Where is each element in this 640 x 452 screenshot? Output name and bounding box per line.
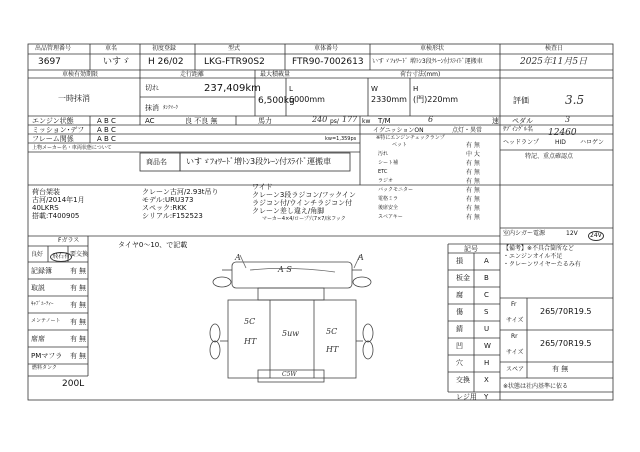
score-label: 評価 [513,96,529,105]
halogen-label: ハロゲン [580,139,604,146]
equipment-item-mark: 有 無 [466,205,480,212]
kire-label: 切れ [145,84,159,92]
horse-value: 240 [312,115,328,124]
equipment-item-label: ベット [392,142,408,148]
engine-label: エンジン状態 [32,117,74,125]
frame-label: フレーム関係 [32,135,74,143]
massho-label: 抹消 [145,104,159,112]
cigar-power-label: 室内シガー電源 [503,230,546,237]
legend-symbol: U [484,325,490,333]
spec-mid-2: モデル:URU373 [142,196,194,204]
fuel-label: 燃料タンク [32,365,57,371]
legend-label: 損 [456,257,463,265]
headlamp-label: ヘッドランプ [503,139,540,146]
hid-label: HID [555,139,566,146]
left-item-mark-yes: 有 [70,301,77,309]
diag-mark-a2: A [358,253,364,262]
score-value: 3.5 [565,93,585,107]
lot-number: 3697 [38,57,61,67]
equipment-item-mark: 有 無 [466,187,480,194]
diag-mark-ht-right: HT [326,345,339,354]
fglass-replace: 要交換 [70,251,89,258]
left-item-mark-no: 無 [79,284,86,292]
tank-mark-label: ﾀﾝｸﾏｰｸ [163,105,179,111]
rear-size-label: サイズ [506,349,524,356]
equipment-item-label: 後席安全 [378,205,399,211]
equipment-item-label: 汚れ [378,151,389,157]
legend-symbol: Y [484,393,489,401]
front-label: Fr [511,301,517,308]
hdr-date-label: 検査日 [545,45,564,52]
rear-label: Rr [511,333,518,340]
sub-row-label: ｻﾌﾞｲﾝｸﾞﾙ名 [503,126,534,133]
legend-symbol: B [484,274,489,282]
displacement-note: kw=1,359ps [325,136,357,142]
left-item-mark-yes: 有 [70,284,77,292]
diag-mark-as: A S [278,265,292,274]
diag-mark-5c-right: 5C [326,327,338,336]
front-size-label: サイズ [506,317,524,324]
hdr-shape-label: 車検形状 [420,45,445,52]
cigar-24v: 24V [590,232,602,239]
ac-label: AC [145,117,155,125]
legend-symbol: A [484,257,489,265]
legend-label: 錆 [456,325,463,333]
legend-label: 腐 [456,291,463,299]
dim-l-label: L [289,85,293,93]
equipment-item-label: 電格ミラ [378,196,399,202]
legend-label: 凹 [456,342,463,350]
rear-size: 265/70R19.5 [540,339,592,348]
legend-symbol: W [484,342,491,350]
maker-name: いすゞ [103,57,131,67]
dim-h-value: (門)220mm [413,95,459,104]
hdr-lot-label: 出品管理番号 [35,45,72,52]
spec-mid-1: クレーン古河/2.93t吊り [142,188,219,196]
left-item-mark-no: 無 [79,301,86,309]
equipment-item-label: バックモニター [378,187,414,193]
spare-label: スペア [506,366,525,373]
spec-left-title: 荷台架装 [32,188,60,196]
hdr-model-label: 型式 [228,45,241,52]
equipment-item-mark: 有 無 [466,178,480,185]
footer-note: ※状態は社内基準に依る [503,383,569,390]
cigar-12v: 12V [566,230,578,237]
dim-w-label: W [371,85,378,93]
front-size: 265/70R19.5 [540,307,592,316]
legend-label: 板金 [456,274,470,282]
equipment-item-label: スペアキー [378,214,403,220]
left-item-label: メンテノート [31,318,61,324]
model-code: LKG-FTR90S2 [204,57,265,67]
spec-right-2: クレーン3段ラジコン/フックイン [252,191,356,199]
sub-row-value: 12460 [548,128,577,138]
legend-symbol: S [484,308,489,316]
left-item-mark-no: 無 [79,335,86,343]
notes-title: 【備考】※不具合箇所など [503,245,575,252]
ignition-note: ※特にエンジンチェックランプ [376,135,445,141]
tm-unit: 速 [492,117,499,125]
dim-h-label: H [413,85,419,93]
hdr-name-label: 車名 [105,45,118,52]
left-item-mark-yes: 有 [70,335,77,343]
left-item-mark-no: 無 [79,352,86,360]
equipment-item-label: ETC [378,169,388,175]
diag-mark-ht-left: HT [244,337,257,346]
spec-right-3: ラジコン付/ウインチラジコン付 [252,199,353,207]
first-registration: H 26/02 [148,57,184,67]
left-item-label: PMマフラ [31,352,63,360]
tire-note: タイヤ0～10、で記載 [118,241,188,249]
legend-symbol: H [484,359,490,367]
legend-label: レジ用 [456,393,477,401]
vehicle-check-label: 車検有効期限 [62,71,99,78]
chassis-number: FTR90-7002613 [292,57,364,67]
upper-maker-note: 上物メーカー名・車両状態について [32,145,112,151]
ignition-title: イグニッションON [373,127,424,134]
fglass-good: 良好 [31,251,44,258]
fglass-chip: 飛石有 [52,253,71,260]
frame-abc: A B C [97,135,116,143]
spec-left-2: 40LKRS [32,204,59,212]
fuel-value: 200L [62,379,85,389]
equipment-item-label: シート補 [378,160,399,166]
spec-left-3: 搭載:T400905 [32,212,80,220]
equipment-item-mark: 有 無 [466,214,480,221]
legend-label: 傷 [456,308,463,316]
note-1: ・エンジンオイル不足 [503,253,563,260]
legend-symbol: C [484,291,489,299]
kw-unit: kw [362,118,371,125]
left-item-label: ｷｬﾌﾞﾕｰﾃｨｰ [31,301,54,307]
ac-options: 良 不良 無 [185,117,218,125]
equipment-item-mark: 有 無 [466,169,480,176]
horse-label: 馬力 [258,117,272,125]
engine-abc: A B C [97,117,116,125]
equipment-item-mark: 有 無 [466,160,480,167]
item-name-label: 商品名 [146,158,167,166]
left-item-mark-yes: 有 [70,352,77,360]
spec-right-4: クレーン差し違え/角脚 [252,207,325,215]
note-title: 特記、重点確認点 [525,153,574,160]
diag-mark-5c-left: 5C [244,317,256,326]
equipment-item-mark: 中 大 [466,151,480,158]
left-item-label: 取説 [31,284,45,292]
legend-title: 記号 [464,245,478,253]
spec-mid-4: シリアル:F152523 [142,212,203,220]
pedal-label: ペダル [512,117,533,125]
left-item-label: 席席 [31,335,45,343]
spec-mid-3: スペック:RKK [142,204,187,212]
ignition-options: 点灯・異常 [452,127,483,134]
body-shape: いすゞﾌｫﾜｰﾄﾞ 増ﾄﾝ3段ｸﾚｰﾝ付ｽﾗｲﾄﾞ運搬車 [372,58,483,65]
diag-mark-a1: A [235,253,241,262]
tm-value: 6 [428,115,434,124]
dim-w-value: 2330mm [371,95,407,104]
legend-label: 穴 [456,359,463,367]
left-item-mark-yes: 有 [70,267,77,275]
spec-right-1: ワイド [252,183,273,191]
equipment-item-label: ラジオ [378,178,394,184]
left-item-mark-yes: 有 [70,318,77,326]
item-name-value: いすゞﾌｫﾜｰﾄﾞ増ﾄﾝ3段ｸﾚｰﾝ付ｽﾗｲﾄﾞ運搬車 [186,157,332,166]
left-item-label: 記録簿 [31,267,52,275]
legend-label: 交換 [456,376,470,384]
kw-value: 177 [342,115,358,124]
status-value: 一時抹消 [58,94,90,103]
hdr-firstreg-label: 初度登録 [152,45,177,52]
spare-options: 有 無 [552,365,569,373]
pedal-value: 3 [565,115,571,124]
legend-symbol: X [484,376,489,384]
mileage-value: 237,409km [204,83,261,94]
tm-label: T/M [378,117,391,125]
mileage-label: 走行距離 [180,71,205,78]
mission-abc: A B C [97,126,116,134]
left-item-mark-no: 無 [79,267,86,275]
size-label: 荷台寸法(mm) [400,71,441,78]
equipment-item-mark: 有 無 [466,196,480,203]
left-item-mark-no: 無 [79,318,86,326]
spec-right-5: マーカー4×4/ロープ穴7×7/床フック [262,216,346,222]
dim-l-value: 6000mm [289,95,325,104]
ps-unit: ps/ [330,118,339,125]
load-value: 6,500kg [258,96,295,106]
diag-mark-5uw: 5uw [282,329,300,338]
fglass-title: Fガラス [58,237,80,244]
mission-label: ミッション･デフ [32,126,85,134]
inspection-date: 2025年11月5日 [520,57,588,67]
diag-mark-c5w: C5W [282,371,297,378]
equipment-item-mark: 有 無 [466,142,480,149]
hdr-chassis-label: 車体番号 [314,45,339,52]
note-2: ・クレーンワイヤーたるみ有 [503,261,581,268]
load-label: 最大積載量 [260,71,291,78]
spec-left-1: 古河/2014年1月 [32,196,85,204]
